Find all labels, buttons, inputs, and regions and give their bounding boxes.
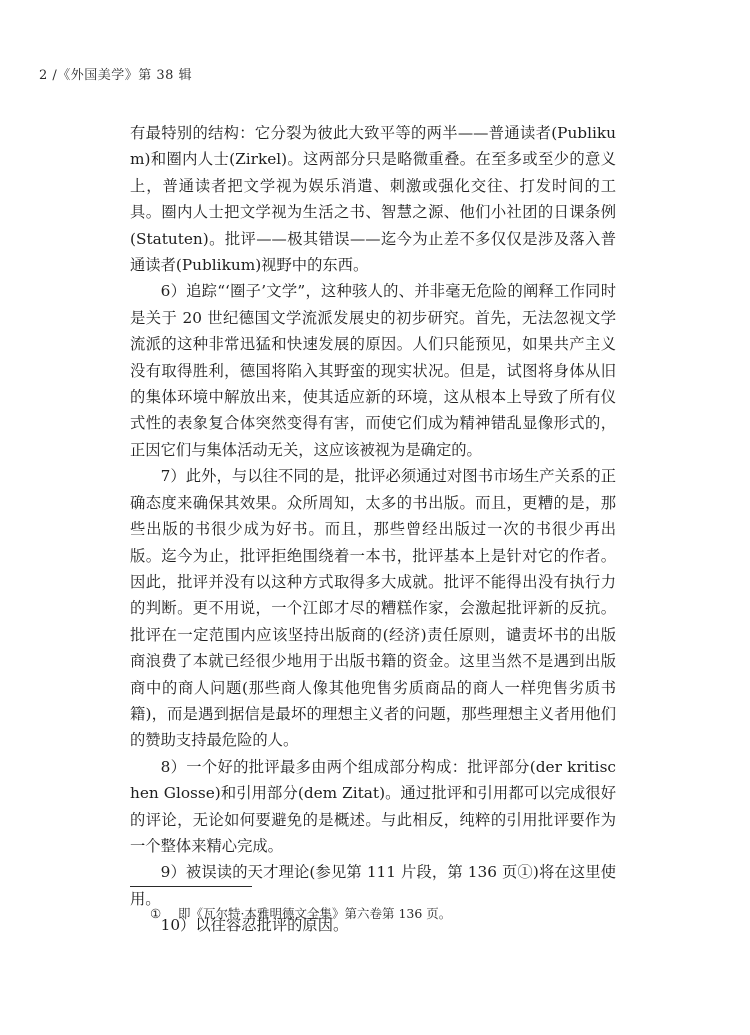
paragraph-9: 9）被误读的天才理论(参见第 111 片段，第 136 页①)将在这里使用。	[130, 863, 616, 908]
body-text	[130, 120, 616, 939]
footnote	[150, 904, 451, 922]
paragraph-7: 7）此外，与以往不同的是，批评必须通过对图书市场生产关系的正确态度来确保其效果。众所周知，太多的书出版。而且，更糟的是，那些出版的书很少成为好书。而且，那些曾经出版过一次的书很少再出版。迄今为止，批评拒绝围绕着一本书，批评基本上是针对它的作者。因此，批评并没有以这种方式取得多大成就。批评不能得出没有执行力的判断。更不用说，一个江郎才尽的糟糕作家，会激起批评新的反抗。批评在一定范围内应该坚持出版商的(经济)责任原则，谴责坏书的出版商浪费了本就已经很少地用于出版书籍的资金。这里当然不是遇到出版商中的商人问题(那些商人像其他兜售劣质商品的商人一样兜售劣质书籍)，而是遇到据信是最坏的理想主义者的问题，那些理想主义者用他们的赞助支持最危险的人。	[130, 467, 616, 750]
footnote-mark: ①	[150, 906, 162, 921]
paragraph-6: 6）追踪“‘圈子’文学”，这种骇人的、并非毫无危险的阐释工作同时是关于 20 世纪德国文学流派发展史的初步研究。首先，无法忽视文学流派的这种非常迅猛和快速发展的原因。人们只能预见，如果共产主义没有取得胜利，德国将陷入其野蛮的现实状况。但是，试图将身体从旧的集体环境中解放出来，使其适应新的环境，这从根本上导致了所有仪式性的表象复合体突然变得有害，而使它们成为精神错乱显像形式的，正因它们与集体活动无关，这应该被视为是确定的。	[130, 282, 616, 459]
running-header: 2 /《外国美学》第 38 辑	[39, 68, 193, 83]
paragraph-8: 8）一个好的批评最多由两个组成部分构成：批评部分(der kritischen Glosse)和引用部分(dem Zitat)。通过批评和引用都可以完成很好的评论，无论如何要避免的是概述。与此相反，纯粹的引用批评要作为一个整体来精心完成。	[130, 757, 616, 855]
paragraph-10: 10）以往容忍批评的原因。	[160, 916, 349, 935]
paragraph-continuation: 有最特别的结构：它分裂为彼此大致平等的两半——普通读者(Publikum)和圈内人士(Zirkel)。这两部分只是略微重叠。在至多或至少的意义上，普通读者把文学视为娱乐消遣、刺激或强化交往、打发时间的工具。圈内人士把文学视为生活之书、智慧之源、他们小社团的日课条例(Statuten)。批评——极其错误——迄今为止差不多仅仅是涉及落入普通读者(Publikum)视野中的东西。	[130, 124, 616, 275]
footnote-text: 即《瓦尔特·本雅明德文全集》第六卷第 136 页。	[178, 906, 452, 921]
footnote-divider	[130, 886, 252, 887]
